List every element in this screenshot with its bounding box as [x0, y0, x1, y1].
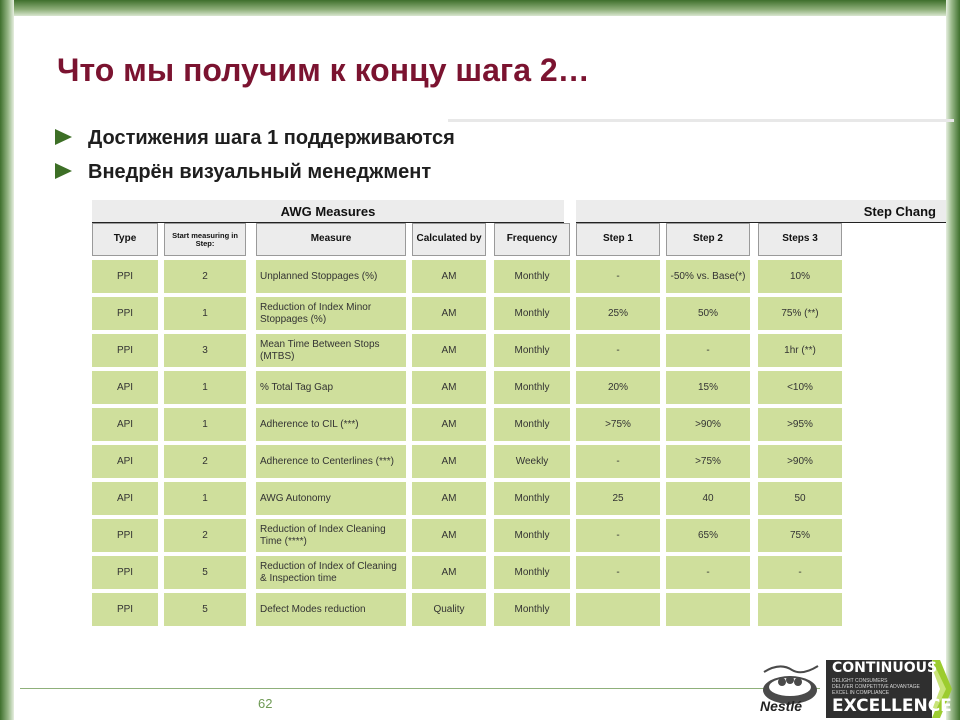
cell-frequency: Weekly	[494, 445, 570, 478]
bullet-arrow-icon	[55, 129, 72, 145]
slide-title: Что мы получим к концу шага 2…	[57, 52, 590, 88]
cell-step-2: >75%	[666, 445, 750, 478]
col-measure-header: Measure	[256, 223, 406, 256]
cell-step-2: -50% vs. Base(*)	[666, 260, 750, 293]
cell-type: PPI	[92, 334, 158, 367]
cell-frequency: Monthly	[494, 371, 570, 404]
cell-steps-3: 1hr (**)	[758, 334, 842, 367]
cell-steps-3: >90%	[758, 445, 842, 478]
cell-step-1: -	[576, 556, 660, 589]
cell-calculated-by: AM	[412, 445, 486, 478]
cell-steps-3: 75% (**)	[758, 297, 842, 330]
cell-calculated-by: AM	[412, 297, 486, 330]
cell-frequency: Monthly	[494, 482, 570, 515]
cell-type: PPI	[92, 593, 158, 626]
cell-frequency: Monthly	[494, 593, 570, 626]
page-number: 62	[258, 696, 273, 711]
cell-type: API	[92, 371, 158, 404]
cell-step-1: >75%	[576, 408, 660, 441]
cell-calculated-by: AM	[412, 408, 486, 441]
cell-measure: Adherence to Centerlines (***)	[256, 445, 406, 478]
program-bottom-text: EXCELLENCE	[832, 696, 952, 716]
cell-measure: Reduction of Index Minor Stoppages (%)	[256, 297, 406, 330]
cell-step-1: -	[576, 260, 660, 293]
bullet-2-text: Внедрён визуальный менеджмент	[88, 161, 432, 183]
cell-measure: % Total Tag Gap	[256, 371, 406, 404]
cell-calculated-by: AM	[412, 482, 486, 515]
title-divider	[448, 119, 954, 122]
col-start-step-header: Start measuring in Step:	[164, 223, 246, 256]
cell-frequency: Monthly	[494, 519, 570, 552]
cell-start-step: 2	[164, 260, 246, 293]
cell-start-step: 5	[164, 556, 246, 589]
awg-measures-group-header: AWG Measures	[92, 200, 564, 222]
nestle-wordmark: Nestlé	[760, 698, 803, 714]
cell-step-1: 25	[576, 482, 660, 515]
cell-step-2: 15%	[666, 371, 750, 404]
cell-step-2: >90%	[666, 408, 750, 441]
cell-steps-3: 10%	[758, 260, 842, 293]
cell-type: API	[92, 482, 158, 515]
cell-type: API	[92, 445, 158, 478]
cell-type: PPI	[92, 519, 158, 552]
cell-frequency: Monthly	[494, 408, 570, 441]
col-type-header: Type	[92, 223, 158, 256]
cell-steps-3: 75%	[758, 519, 842, 552]
slide-border-left	[0, 0, 14, 720]
cell-type: API	[92, 408, 158, 441]
cell-calculated-by: AM	[412, 519, 486, 552]
cell-measure: Unplanned Stoppages (%)	[256, 260, 406, 293]
cell-step-2: -	[666, 334, 750, 367]
nestle-continuous-excellence-logo	[760, 658, 954, 720]
cell-steps-3: >95%	[758, 408, 842, 441]
cell-calculated-by: AM	[412, 556, 486, 589]
col-steps-3-header: Steps 3	[758, 223, 842, 256]
cell-frequency: Monthly	[494, 260, 570, 293]
cell-start-step: 2	[164, 445, 246, 478]
cell-type: PPI	[92, 260, 158, 293]
cell-measure: Mean Time Between Stops (MTBS)	[256, 334, 406, 367]
cell-calculated-by: AM	[412, 371, 486, 404]
cell-start-step: 3	[164, 334, 246, 367]
cell-start-step: 1	[164, 371, 246, 404]
col-step-1-header: Step 1	[576, 223, 660, 256]
cell-step-1: 25%	[576, 297, 660, 330]
cell-calculated-by: AM	[412, 334, 486, 367]
cell-measure: Reduction of Index Cleaning Time (****)	[256, 519, 406, 552]
cell-steps-3: 50	[758, 482, 842, 515]
col-frequency-header: Frequency	[494, 223, 570, 256]
cell-step-2: -	[666, 556, 750, 589]
program-top-text: CONTINUOUS	[832, 660, 938, 676]
cell-step-1: -	[576, 445, 660, 478]
cell-measure: AWG Autonomy	[256, 482, 406, 515]
cell-start-step: 5	[164, 593, 246, 626]
bullet-1	[55, 127, 455, 150]
cell-step-1: -	[576, 334, 660, 367]
cell-steps-3: -	[758, 556, 842, 589]
cell-steps-3: <10%	[758, 371, 842, 404]
cell-step-1: 20%	[576, 371, 660, 404]
cell-start-step: 1	[164, 297, 246, 330]
cell-steps-3	[758, 593, 842, 626]
cell-type: PPI	[92, 297, 158, 330]
cell-measure: Reduction of Index of Cleaning & Inspection time	[256, 556, 406, 589]
cell-step-1	[576, 593, 660, 626]
cell-step-1: -	[576, 519, 660, 552]
cell-frequency: Monthly	[494, 556, 570, 589]
cell-calculated-by: AM	[412, 260, 486, 293]
cell-calculated-by: Quality	[412, 593, 486, 626]
footer-divider	[20, 688, 820, 689]
bullet-arrow-icon	[55, 163, 72, 179]
cell-step-2: 50%	[666, 297, 750, 330]
tagline-2: DELIVER COMPETITIVE ADVANTAGE	[832, 684, 920, 690]
cell-frequency: Monthly	[494, 334, 570, 367]
cell-step-2: 40	[666, 482, 750, 515]
tagline-1: DELIGHT CONSUMERS	[832, 678, 888, 684]
col-step-2-header: Step 2	[666, 223, 750, 256]
slide-border-top	[0, 0, 960, 16]
col-calculated-by-header: Calculated by	[412, 223, 486, 256]
cell-start-step: 2	[164, 519, 246, 552]
slide-border-right	[946, 0, 960, 720]
cell-measure: Adherence to CIL (***)	[256, 408, 406, 441]
cell-frequency: Monthly	[494, 297, 570, 330]
tagline-3: EXCEL IN COMPLIANCE	[832, 690, 890, 696]
cell-type: PPI	[92, 556, 158, 589]
cell-step-2: 65%	[666, 519, 750, 552]
cell-start-step: 1	[164, 408, 246, 441]
bullet-2	[55, 161, 431, 184]
awg-measures-table	[92, 200, 946, 630]
cell-measure: Defect Modes reduction	[256, 593, 406, 626]
bullet-1-text: Достижения шага 1 поддерживаются	[88, 127, 455, 149]
cell-step-2	[666, 593, 750, 626]
step-change-group-header: Step Chang	[576, 200, 946, 222]
cell-start-step: 1	[164, 482, 246, 515]
